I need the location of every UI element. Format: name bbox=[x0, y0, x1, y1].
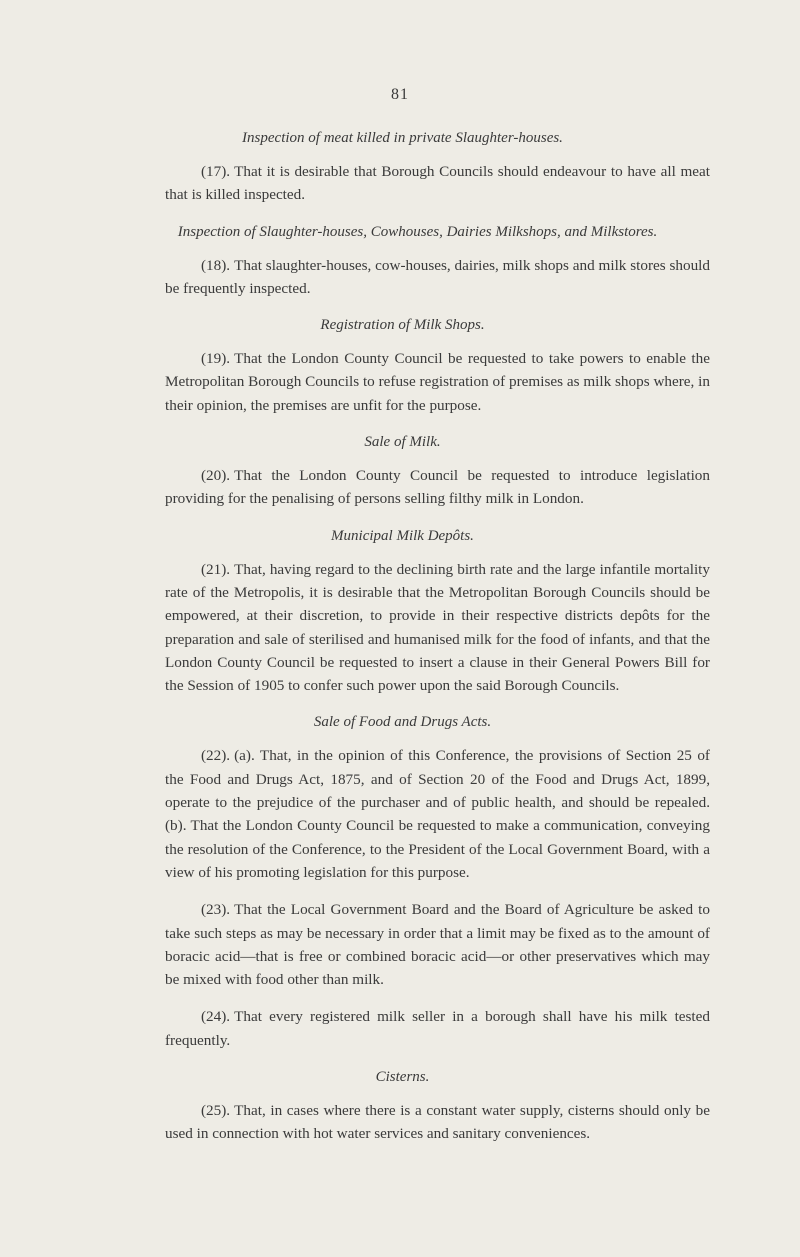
resolution-number: (24). bbox=[201, 1008, 231, 1026]
resolution-number: (18). bbox=[201, 256, 231, 274]
resolution-number: (17). bbox=[201, 163, 231, 180]
resolution-paragraph bbox=[165, 744, 710, 884]
section-heading: Sale of Food and Drugs Acts. bbox=[313, 714, 492, 731]
resolution-text: That the London County Council be requested to introduce legislation providing for the penalising of persons selling filthy milk in London. bbox=[165, 467, 710, 508]
resolution-paragraph bbox=[165, 898, 710, 991]
resolution-paragraph bbox=[165, 347, 710, 417]
resolution-text: (a). That, in the opinion of this Conference, the provisions of Section 25 of the Food and Drugs Act, 1875, and of Section 20 of the Food and Drugs Act, 1899, operate to the prejudice of the purchaser and of public health, and should be repealed. (b). That the London County Council be requested to make a communication, conveying the resolution of the Conference, to the President of the Local Government Board, with a view of his promoting legislation for this purpose. bbox=[165, 747, 710, 881]
section-heading: Inspection of meat killed in private Slaughter-houses. bbox=[242, 130, 563, 146]
document-body bbox=[165, 127, 710, 1160]
resolution-paragraph bbox=[165, 1099, 710, 1146]
resolution-number: (25). bbox=[201, 1102, 231, 1120]
resolution-paragraph bbox=[165, 464, 710, 511]
resolution-text: That the London County Council be requested to take powers to enable the Metropolitan Borough Councils to refuse registration of premises as milk shops where, in their opinion, the premises are unfit for the purpose. bbox=[165, 350, 710, 414]
resolution-number: (22). bbox=[201, 747, 231, 765]
resolution-number: (20). bbox=[201, 467, 231, 485]
section-heading: Cisterns. bbox=[375, 1069, 430, 1086]
resolution-paragraph bbox=[165, 1005, 710, 1052]
resolution-number: (21). bbox=[201, 560, 231, 578]
resolution-text: That slaughter-houses, cow-houses, dairies, milk shops and milk stores should be frequently inspected. bbox=[165, 256, 710, 297]
resolution-text: That, in cases where there is a constant water supply, cisterns should only be used in connection with hot water services and sanitary conveniences. bbox=[165, 1102, 710, 1143]
section-heading: Inspection of Slaughter-houses, Cowhouses, Dairies Milkshops, and Milkstores. bbox=[177, 223, 658, 240]
resolution-text: That every registered milk seller in a borough shall have his milk tested frequently. bbox=[165, 1008, 710, 1049]
resolution-text: That, having regard to the declining birth rate and the large infantile mortality rate of the Metropolis, it is desirable that the Metropolitan Borough Councils should be empowered, at their discretion, to provide in their respective districts depôts for the preparation and sale of sterilised and humanised milk for the food of infants, and that the London County Council be requested to insert a clause in their General Powers Bill for the Session of 1905 to confer such power upon the said Borough Councils. bbox=[165, 560, 710, 695]
page-number: 81 bbox=[391, 86, 409, 103]
section-heading: Municipal Milk Depôts. bbox=[331, 527, 474, 544]
resolution-paragraph bbox=[165, 254, 710, 301]
resolution-text: That the Local Government Board and the Board of Agriculture be asked to take such steps as may be necessary in order that a limit may be fixed as to the amount of boracic acid—that is free or combined boracic acid—or other preservatives which may be mixed with food other than milk. bbox=[165, 901, 710, 989]
resolution-number: (23). bbox=[201, 901, 231, 919]
resolution-paragraph bbox=[165, 558, 710, 698]
resolution-paragraph bbox=[165, 160, 710, 207]
resolution-text: That it is desirable that Borough Councils should endeavour to have all meat that is killed inspected. bbox=[165, 163, 710, 204]
section-heading: Registration of Milk Shops. bbox=[320, 317, 485, 334]
section-heading: Sale of Milk. bbox=[364, 434, 441, 451]
resolution-number: (19). bbox=[201, 350, 231, 368]
